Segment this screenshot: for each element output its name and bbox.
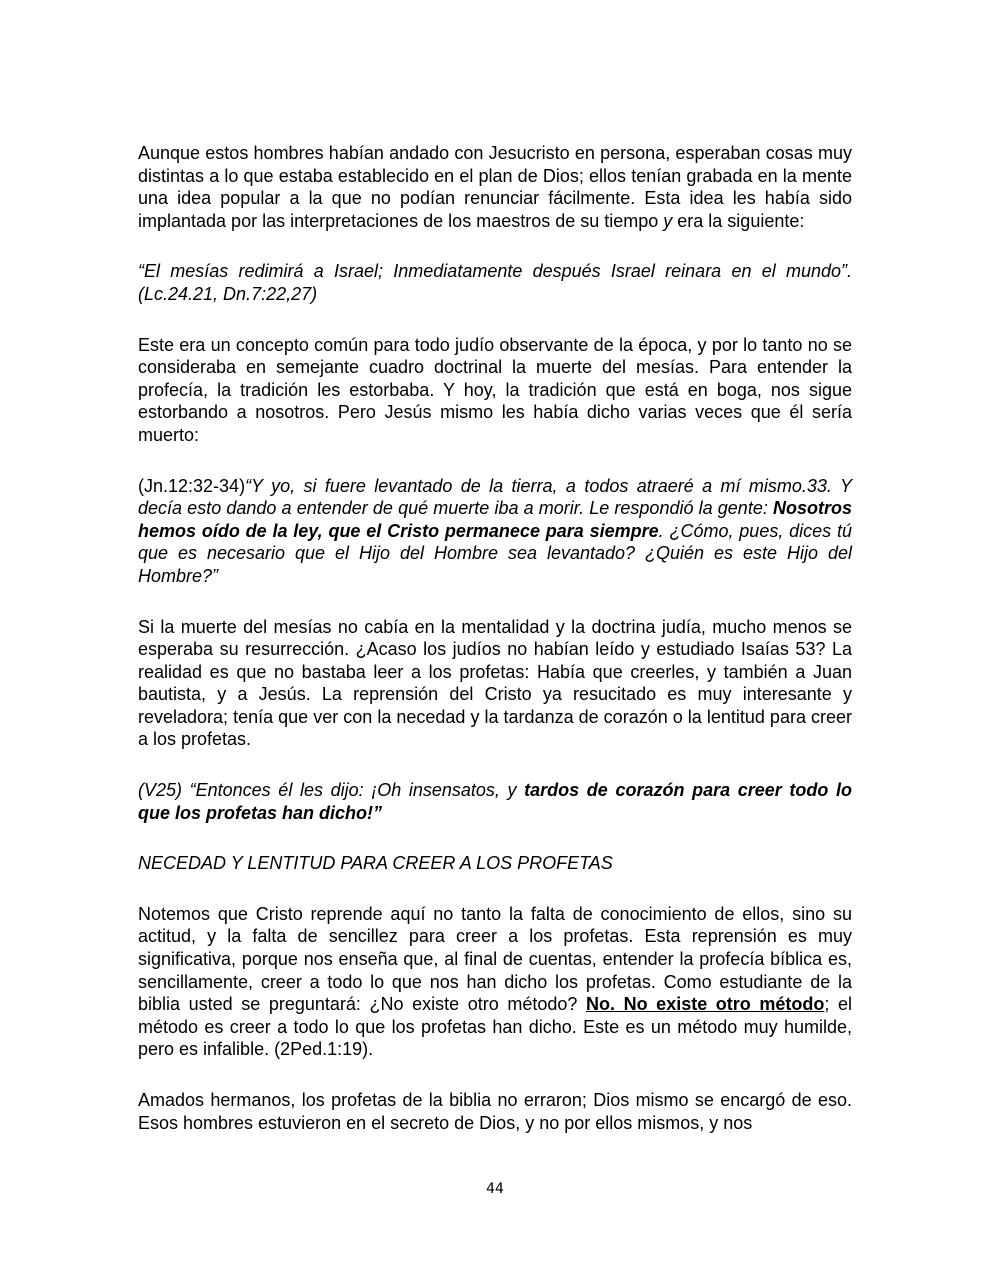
quote-2 [138, 475, 852, 588]
quote-2-text-a: “Y yo, si fuere levantado de la tierra, a todos atraeré a mí mismo.33. Y decía esto dando a entender de qué muerte iba a morir. Le respondió la gente: [138, 475, 852, 519]
paragraph-5: Amados hermanos, los profetas de la biblia no erraron; Dios mismo se encargó de eso. Esos hombres estuvieron en el secreto de Dios, y no por ellos mismos, y nos [138, 1090, 852, 1133]
paragraph-3: Si la muerte del mesías no cabía en la mentalidad y la doctrina judía, mucho menos se esperaba su resurrección. ¿Acaso los judíos no habían leído y estudiado Isaías 53? La realidad es que no bastaba leer a los profetas: Había que creerles, y también a Juan bautista, y a Jesús. La reprensión del Cristo ya resucitado es muy interesante y reveladora; tenía que ver con la necedad y la tardanza de corazón o la lentitud para creer a los profetas. [138, 616, 852, 750]
paragraph-1-end: era la siguiente: [672, 210, 805, 231]
quote-2-text-b: . ¿Cómo, pues, dices tú que es necesario que el Hijo del Hombre sea levantado? ¿Quién es este Hijo del Hombre?” [138, 520, 852, 586]
paragraph-1-italic-word: y [663, 210, 673, 231]
quote-3-bold-text: tardos de corazón para creer todo lo que los profetas han dicho!” [138, 780, 852, 823]
paragraph-2: Este era un concepto común para todo judío observante de la época, y por lo tanto no se consideraba en semejante cuadro doctrinal la muerte del mesías. Para entender la profecía, la tradición les estorbaba. Y hoy, la tradición que está en boga, nos sigue estorbando a nosotros. Pero Jesús mismo les había dicho varias veces que él sería muerto: [138, 334, 852, 445]
quote-2-reference: (Jn.12:32-34) [138, 475, 246, 496]
page-number: 44 [486, 1181, 504, 1197]
paragraph-4 [138, 903, 852, 1061]
section-heading: NECEDAD Y LENTITUD PARA CREER A LOS PROFETAS [138, 853, 613, 874]
quote-3-text: (V25) “Entonces él les dijo: ¡Oh insensatos, y [138, 780, 525, 801]
paragraph-4-emphasis: No. No existe otro método [586, 994, 825, 1015]
paragraph-4-text-a: Notemos que Cristo reprende aquí no tanto la falta de conocimiento de ellos, sino su actitud, y la falta de sencillez para creer a los profetas. Esta reprensión es muy significativa, porque nos enseña que, al final de cuentas, entender la profecía bíblica es, sencillamente, creer a todo lo que nos han dicho los profetas. Como estudiante de la biblia usted se preguntará: ¿No existe otro método? [138, 903, 852, 1015]
paragraph-4-text-b: ; el método es creer a todo lo que los profetas han dicho. Este es un método muy humilde, pero es infalible. (2Ped.1:19). [138, 994, 852, 1060]
paragraph-1-text: Aunque estos hombres habían andado con Jesucristo en persona, esperaban cosas muy distintas a lo que estaba establecido en el plan de Dios; ellos tenían grabada en la mente una idea popular a la que no podían renunciar fácilmente. Esta idea les había sido implantada por las interpretaciones de los maestros de su tiempo [138, 143, 852, 231]
quote-3 [138, 779, 852, 824]
paragraph-1 [138, 142, 852, 232]
quote-2-bold-text: Nosotros hemos oído de la ley, que el Cristo permanece para siempre [138, 498, 852, 541]
quote-1: “El mesías redimirá a Israel; Inmediatamente después Israel reinara en el mundo”. (Lc.24.21, Dn.7:22,27) [138, 261, 852, 304]
page-body [138, 142, 852, 1162]
